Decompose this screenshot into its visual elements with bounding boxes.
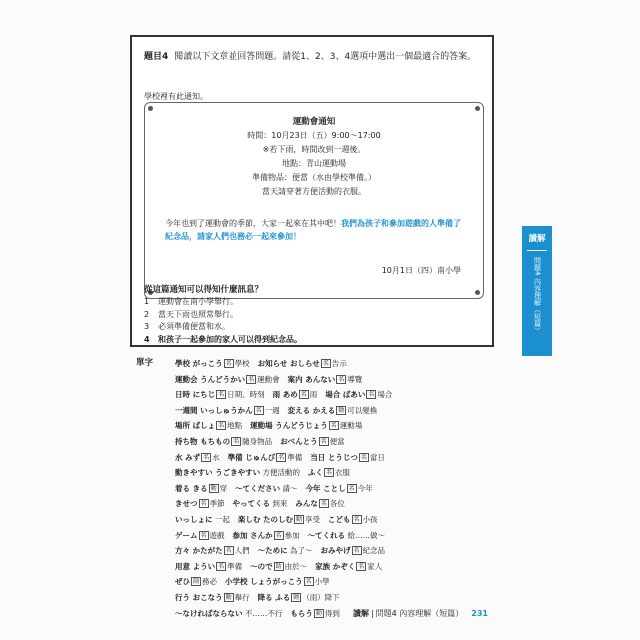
vocab-meaning: 由於～	[284, 561, 308, 571]
vocab-meaning: 穿	[219, 483, 228, 493]
vocab-term: お知らせ おしらせ	[257, 359, 320, 368]
part-of-speech-badge: 動	[338, 406, 345, 414]
side-tab-title: 讀解	[528, 234, 546, 244]
vocab-meaning: 小孩	[362, 514, 378, 524]
vocab-meaning: 一週	[264, 405, 280, 415]
vocab-entry	[175, 562, 242, 571]
vocab-entry	[295, 499, 345, 508]
part-of-speech-badge: 名	[225, 547, 232, 555]
vocab-meaning: 雨	[309, 390, 318, 400]
vocab-term: 着る きる	[175, 483, 208, 493]
vocab-entry	[258, 546, 313, 555]
notice-body-highlight: 紀念品，請家人們也務必一起來參加！	[165, 232, 301, 241]
vocab-entry	[238, 515, 320, 524]
vocab-term: 変える かえる	[287, 405, 336, 415]
vocab-meaning: 準備	[287, 452, 303, 462]
question-prompt: 從這篇通知可以得知什麼訊息？	[144, 285, 264, 295]
vocab-meaning: 得到	[324, 608, 340, 618]
part-of-speech-badge: 名	[275, 531, 282, 539]
vocab-meaning: 水	[212, 452, 220, 462]
part-of-speech-badge: 名	[320, 500, 327, 508]
vocab-entry	[175, 484, 227, 493]
vocab-entry	[175, 499, 225, 508]
question-instruction: 閱讀以下文章並回答問題。請從1、2、3、4選項中選出一個最適合的答案。	[174, 52, 477, 62]
vocab-row	[175, 387, 495, 403]
vocab-entry	[280, 437, 345, 446]
vocab-entry	[175, 390, 265, 399]
part-of-speech-badge: 動	[315, 609, 322, 617]
notice-box	[144, 102, 484, 299]
vocab-term: 小学校 しょうがっこう	[225, 577, 303, 587]
vocab-entry	[315, 562, 382, 571]
part-of-speech-badge: 名	[200, 531, 207, 539]
section-side-tab	[522, 226, 552, 356]
vocab-meaning: 小學	[314, 577, 330, 587]
notice-line: 地點：青山運動場	[282, 159, 346, 168]
vocab-term: 家族 かぞく	[315, 561, 356, 571]
vocab-entry	[290, 609, 340, 618]
vocab-row	[175, 418, 495, 434]
vocab-term: 参加 さんか	[232, 530, 273, 540]
vocab-row	[175, 543, 495, 559]
vocab-entry	[175, 515, 230, 524]
notice-line: 時間：10月23日（五）9:00～17:00	[247, 131, 381, 140]
option-3: 3 必須準備便當和水。	[144, 322, 230, 331]
vocab-row	[175, 465, 495, 481]
vocab-meaning: 告示	[331, 359, 347, 368]
part-of-speech-badge: 動	[225, 593, 232, 601]
vocab-entry	[175, 406, 280, 415]
vocab-term: ～ために	[257, 546, 288, 556]
vocab-entry	[175, 546, 250, 555]
vocab-meaning: 方便活動的	[262, 468, 301, 478]
vocab-term: きせつ	[175, 499, 198, 509]
part-of-speech-badge: 名	[320, 437, 327, 445]
vocab-row	[175, 372, 495, 388]
vocab-meaning: 為了～	[290, 546, 313, 556]
vocab-term: 行う おこなう	[175, 592, 223, 602]
part-of-speech-badge: 名	[233, 437, 240, 445]
notice-date: 10月1日（四）南小學	[381, 266, 461, 275]
vocab-term: 運動会 うんどうかい	[175, 374, 246, 384]
vocab-meaning: 運動會	[257, 374, 280, 384]
vocab-meaning: 準備	[227, 561, 243, 571]
vocab-meaning: 地點	[227, 421, 243, 431]
vocab-meaning: 導覽	[347, 374, 363, 384]
part-of-speech-badge: 名	[353, 515, 360, 523]
notice-body-text: 今年也到了運動會的季節，大家一起來在其中吧！	[165, 219, 341, 228]
vocab-meaning: 一起	[214, 514, 230, 524]
vocab-term: おべんとう	[280, 436, 318, 446]
vocab-meaning: 學校	[234, 359, 250, 368]
vocab-row	[175, 481, 495, 497]
vocab-entry	[258, 359, 347, 368]
part-of-speech-badge: 名	[200, 500, 207, 508]
part-of-speech-badge: 名	[255, 406, 262, 414]
vocab-meaning: 享受	[305, 514, 321, 524]
corner-dot-icon	[148, 106, 153, 111]
vocab-row	[175, 450, 495, 466]
vocab-entry	[175, 531, 225, 540]
vocab-entry	[175, 375, 280, 384]
part-of-speech-badge: 名	[218, 562, 225, 570]
vocab-entry	[306, 484, 373, 493]
part-of-speech-badge: 名	[278, 453, 285, 461]
vocab-entry	[308, 531, 385, 540]
vocab-meaning: 今年	[357, 483, 373, 493]
vocab-term: 降る ふる	[257, 592, 291, 602]
vocab-meaning: 隨身物品	[242, 436, 273, 446]
vocab-meaning: 紀念品	[362, 546, 386, 556]
side-tab-subtitle: 問題4 內容理解（短篇）	[533, 257, 542, 334]
vocab-row	[175, 434, 495, 450]
vocab-term: 持ち物 もちもの	[175, 436, 231, 446]
vocab-term: 一週間 いっしゅうかん	[175, 405, 253, 415]
page-number: 231	[471, 609, 488, 618]
vocab-meaning: 當日	[369, 452, 385, 462]
vocab-term: ぜひ	[175, 577, 190, 587]
vocab-entry	[288, 406, 378, 415]
vocab-term: 場所 ばしょ	[175, 421, 216, 431]
vocab-term: 動きやすい うごきやすい	[175, 468, 261, 478]
notice-title: 運動會通知	[292, 117, 336, 127]
vocab-meaning: 不……不行	[244, 608, 283, 618]
vocab-term: 日時 にちじ	[175, 390, 216, 400]
part-of-speech-badge: 名	[218, 422, 225, 430]
vocab-row	[175, 512, 495, 528]
vocab-term: いっしょに	[175, 514, 213, 524]
option-2: 2 當天下雨也照常舉行。	[144, 309, 238, 319]
vocab-meaning: 便當	[329, 436, 345, 446]
corner-dot-icon	[475, 106, 480, 111]
vocab-meaning: 給……做～	[347, 530, 386, 540]
vocab-meaning: （雨）降下	[302, 592, 340, 602]
question-box	[130, 35, 494, 347]
vocab-meaning: 到來	[272, 499, 288, 509]
footer-topic: 問題4 內容理解（短篇）	[375, 609, 464, 618]
vocab-entry	[175, 577, 217, 586]
vocab-meaning: 各位	[329, 499, 345, 509]
vocab-entry	[175, 609, 282, 618]
vocab-term: やってくる	[232, 499, 271, 509]
vocab-entry	[273, 390, 318, 399]
vocab-term: ～てくれる	[307, 530, 346, 540]
part-of-speech-badge: 動	[293, 593, 300, 601]
page-footer	[353, 608, 488, 619]
side-tab-divider	[527, 250, 547, 251]
vocab-term: 楽しむ たのしむ	[237, 514, 294, 524]
vocab-entry	[233, 531, 300, 540]
part-of-speech-badge: 名	[218, 391, 225, 399]
vocab-meaning: 家人	[367, 561, 383, 571]
vocab-term: 雨 あめ	[272, 390, 298, 400]
vocab-meaning: 參加	[284, 530, 300, 540]
vocab-entry	[175, 437, 272, 446]
part-of-speech-badge: 名	[300, 391, 307, 399]
question-intro: 學校裡有此通知。	[144, 92, 208, 101]
part-of-speech-badge: 名	[330, 422, 337, 430]
vocab-term: 方々 かたがた	[175, 546, 223, 556]
part-of-speech-badge: 名	[338, 375, 345, 383]
vocab-entry	[325, 390, 392, 399]
vocab-entry	[175, 593, 250, 602]
vocab-term: 今年 ことし	[305, 483, 346, 493]
vocab-meaning: 人們	[234, 546, 250, 556]
vocab-label: 單字	[136, 358, 154, 368]
vocab-entry	[250, 562, 307, 571]
vocab-row	[175, 590, 495, 606]
option-1: 1 運動會在南小學舉行。	[144, 297, 238, 306]
part-of-speech-badge: 名	[322, 360, 329, 367]
vocab-meaning: 運動場	[339, 421, 363, 431]
footer-separator: |	[370, 609, 374, 618]
vocab-row	[175, 528, 495, 544]
question-label: 題目4	[144, 52, 169, 62]
vocab-term: ふく	[308, 468, 324, 478]
part-of-speech-badge: 名	[368, 391, 375, 399]
vocab-term: 水 みず	[175, 452, 201, 462]
part-of-speech-badge: 動	[296, 515, 303, 523]
vocab-term: 場合 ばあい	[325, 390, 366, 400]
part-of-speech-badge: 名	[360, 453, 367, 461]
vocab-meaning: 務必	[202, 577, 218, 587]
vocab-entry	[233, 499, 288, 508]
options-list	[144, 296, 302, 346]
vocab-entry	[175, 453, 220, 462]
vocab-meaning: 場合	[377, 390, 393, 400]
vocab-term: 用意 ようい	[175, 561, 216, 571]
vocab-entry	[235, 484, 297, 493]
vocab-term: ～なければならない	[175, 608, 243, 618]
part-of-speech-badge: 名	[348, 484, 355, 492]
part-of-speech-badge: 名	[203, 453, 210, 461]
vocab-row	[175, 356, 495, 372]
vocab-meaning: 請～	[282, 483, 298, 493]
vocab-meaning: 舉行	[234, 592, 250, 602]
vocab-entry	[308, 468, 350, 477]
corner-dot-icon	[475, 290, 480, 295]
notice-body-highlight: 我們為孩子和參加遊戲的人準備了	[341, 219, 461, 228]
vocab-entry	[258, 593, 340, 602]
vocab-row	[175, 559, 495, 575]
vocab-meaning: 衣服	[335, 468, 351, 478]
vocab-entry	[310, 453, 385, 462]
vocab-term: みんな	[295, 499, 318, 509]
vocab-term: 運動場 うんどうじょう	[250, 421, 328, 431]
vocab-term: もらう	[290, 608, 313, 618]
part-of-speech-badge: 副	[193, 578, 200, 586]
notice-line: 準備物品：便當（水由學校準備。）	[252, 173, 376, 182]
vocab-term: ゲーム	[175, 530, 198, 540]
vocab-term: ～ので	[250, 561, 273, 571]
vocab-entry	[175, 359, 250, 368]
vocab-term: おみやげ	[320, 546, 351, 556]
notice-line: ※若下雨，時間改到一週後。	[262, 145, 366, 154]
notice-body	[165, 217, 470, 243]
question-header	[144, 51, 476, 63]
part-of-speech-badge: 名	[358, 562, 365, 570]
vocab-row	[175, 574, 495, 590]
vocab-entry	[288, 375, 363, 384]
vocab-row	[175, 403, 495, 419]
vocab-entry	[250, 421, 362, 430]
notice-line: 當天請穿著方便活動的衣服。	[262, 187, 366, 196]
part-of-speech-badge: 名	[353, 547, 360, 555]
footer-section: 讀解	[352, 609, 369, 618]
vocab-entry	[328, 515, 378, 524]
vocab-term: 學校 がっこう	[175, 359, 223, 368]
vocab-term: ～てください	[235, 483, 281, 493]
vocab-term: 準備 じゅんび	[227, 452, 276, 462]
part-of-speech-badge: 名	[326, 469, 333, 477]
vocab-term: 案内 あんない	[287, 374, 336, 384]
vocab-row	[175, 496, 495, 512]
vocab-term: 当日 とうじつ	[310, 452, 358, 462]
vocab-entry	[175, 421, 242, 430]
vocab-entry	[225, 577, 330, 586]
vocab-entry	[321, 546, 386, 555]
vocab-entry	[175, 468, 300, 477]
part-of-speech-badge: 助	[275, 562, 282, 570]
part-of-speech-badge: 名	[225, 360, 232, 367]
part-of-speech-badge: 名	[248, 375, 255, 383]
vocab-meaning: 可以變換	[347, 405, 378, 415]
vocab-list	[175, 356, 495, 621]
option-4: 4 和孩子一起參加的家人可以得到紀念品。	[144, 334, 302, 344]
vocab-meaning: 季節	[209, 499, 225, 509]
part-of-speech-badge: 動	[210, 484, 217, 492]
vocab-term: こども	[328, 514, 351, 524]
vocab-meaning: 遊戲	[209, 530, 225, 540]
vocab-entry	[228, 453, 303, 462]
vocab-meaning: 日期、時刻	[227, 390, 265, 400]
part-of-speech-badge: 名	[305, 578, 312, 586]
